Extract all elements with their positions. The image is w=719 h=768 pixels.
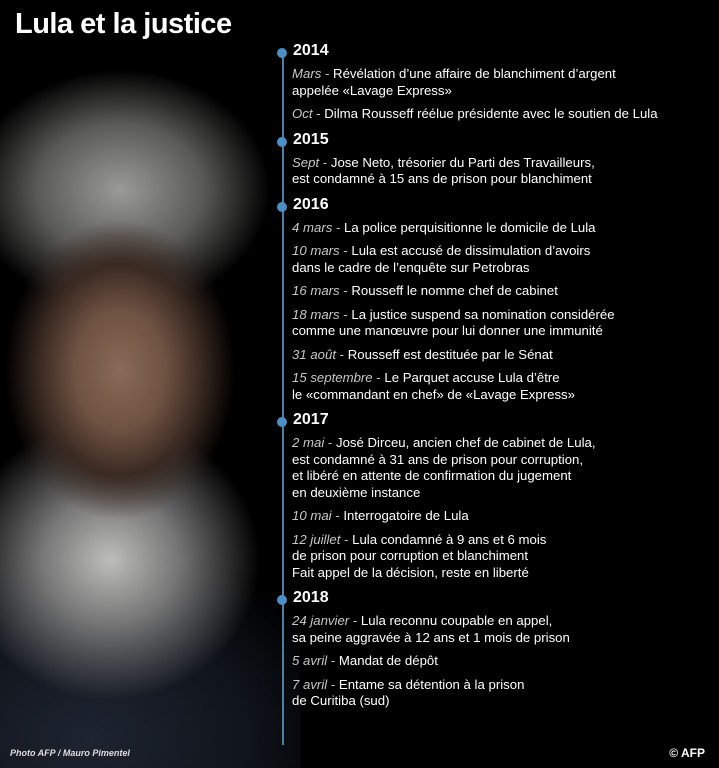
event-date: 24 janvier	[292, 613, 350, 628]
event-date: 12 juillet	[292, 531, 341, 547]
timeline-event: 4 mars - La police perquisitionne le domicile de Lula	[292, 219, 596, 235]
event-text: appelée «Lavage Express»	[292, 82, 452, 98]
timeline-event: 10 mai - Interrogatoire de Lula	[292, 508, 469, 523]
timeline-event: 7 avril - Entame sa détention à la prison de Curitiba (sud)	[292, 676, 525, 708]
event-text: de Curitiba (sud)	[292, 693, 390, 708]
event-text: Dilma Rousseff réélue présidente avec le soutien de Lula	[324, 106, 658, 121]
event-text: de prison pour corruption et blanchiment	[292, 548, 529, 563]
event-date: Oct	[292, 106, 313, 121]
event-text: Révélation d’une affaire de blanchiment d’argent	[333, 66, 616, 81]
timeline-dot-icon	[277, 595, 287, 605]
afp-logo: © AFP	[669, 746, 705, 760]
timeline-event: 16 mars - Rousseff le nomme chef de cabinet	[292, 283, 558, 298]
event-text: Interrogatoire de Lula	[343, 508, 469, 523]
event-date: 7 avril	[292, 676, 328, 692]
event-text: en deuxième instance	[292, 484, 421, 500]
timeline	[275, 42, 715, 717]
event-text: sa peine aggravée à 12 ans et 1 mois de prison	[292, 629, 570, 645]
timeline-event: 12 juillet - Lula condamné à 9 ans et 6 mois de prison pour corruption et blanchiment Fait appel de la décision, reste en liberté	[292, 531, 547, 580]
event-text: La justice suspend sa nomination considérée	[351, 306, 615, 322]
year-label: 2014	[293, 42, 329, 59]
timeline-event: 31 août - Rousseff est destituée par le Sénat	[292, 346, 553, 362]
timeline-event: 24 janvier - Lula reconnu coupable en appel, sa peine aggravée à 12 ans et 1 mois de prison	[292, 613, 570, 645]
event-text: Lula est accusé de dissimulation d’avoirs	[351, 243, 591, 258]
event-date: 10 mai	[292, 508, 332, 523]
event-text: Rousseff le nomme chef de cabinet	[351, 283, 558, 298]
timeline-dot-icon	[277, 48, 287, 58]
event-text: et libéré en attente de confirmation du jugement	[292, 468, 572, 483]
year-label: 2018	[293, 589, 329, 606]
event-date: 4 mars	[292, 219, 333, 235]
year-heading	[275, 589, 715, 611]
timeline-event: 5 avril - Mandat de dépôt	[292, 653, 438, 668]
event-text: Lula condamné à 9 ans et 6 mois	[352, 531, 547, 547]
year-heading	[275, 411, 715, 433]
year-label: 2015	[293, 130, 329, 148]
event-text: le «commandant en chef» de «Lavage Express»	[292, 386, 575, 402]
timeline-event: 2 mai - José Dirceu, ancien chef de cabinet de Lula, est condamné à 31 ans de prison pour corruption, et libéré en attente de confirmation du jugement en deuxième instance	[292, 435, 596, 500]
timeline-dot-icon	[277, 202, 287, 212]
event-text: Fait appel de la décision, reste en liberté	[292, 564, 529, 580]
event-text: Le Parquet accuse Lula d’être	[384, 370, 560, 385]
timeline-event: Oct - Dilma Rousseff réélue présidente avec le soutien de Lula	[292, 106, 658, 121]
event-text: Lula reconnu coupable en appel,	[360, 613, 553, 628]
event-text: est condamné à 31 ans de prison pour corruption,	[292, 451, 584, 467]
event-text: est condamné à 15 ans de prison pour blanchiment	[292, 171, 592, 186]
event-date: 2 mai	[292, 435, 325, 450]
portrait-photo	[0, 40, 300, 768]
event-text: José Dirceu, ancien chef de cabinet de Lula,	[335, 435, 596, 450]
page-title: Lula et la justice	[15, 8, 232, 40]
event-text: Entame sa détention à la prison	[338, 676, 525, 692]
year-label: 2017	[293, 411, 329, 428]
event-date: Mars	[292, 66, 322, 81]
photo-credit: Photo AFP / Mauro Pimentel	[10, 748, 130, 758]
year-heading	[275, 42, 715, 64]
timeline-event: Mars - Révélation d’une affaire de blanchiment d’argent appelée «Lavage Express»	[292, 66, 616, 98]
event-text: comme une manœuvre pour lui donner une immunité	[292, 323, 603, 338]
timeline-dot-icon	[277, 417, 287, 427]
event-text: La police perquisitionne le domicile de Lula	[344, 219, 596, 235]
timeline-event: 10 mars - Lula est accusé de dissimulation d’avoirs dans le cadre de l’enquête sur Petrobras	[292, 243, 591, 275]
year-heading	[275, 196, 715, 218]
timeline-event: 15 septembre - Le Parquet accuse Lula d’être le «commandant en chef» de «Lavage Express»	[292, 370, 575, 402]
event-date: 18 mars	[292, 306, 340, 322]
event-text: Jose Neto, trésorier du Parti des Travailleurs,	[330, 154, 595, 170]
event-date: 15 septembre	[292, 370, 373, 385]
event-date: 10 mars	[292, 243, 340, 258]
event-text: Rousseff est destituée par le Sénat	[347, 346, 553, 362]
year-heading	[275, 131, 715, 153]
timeline-dot-icon	[277, 137, 287, 147]
event-text: dans le cadre de l’enquête sur Petrobras	[292, 259, 530, 275]
event-date: 16 mars	[292, 283, 340, 298]
event-date: 31 août	[292, 346, 336, 362]
event-date: 5 avril	[292, 653, 328, 668]
event-text: Mandat de dépôt	[338, 653, 438, 668]
event-date: Sept	[292, 154, 320, 170]
timeline-event: 18 mars - La justice suspend sa nomination considérée comme une manœuvre pour lui donner une immunité	[292, 306, 615, 338]
year-label: 2016	[293, 195, 329, 213]
timeline-event: Sept - Jose Neto, trésorier du Parti des Travailleurs, est condamné à 15 ans de prison pour blanchiment	[292, 154, 595, 186]
